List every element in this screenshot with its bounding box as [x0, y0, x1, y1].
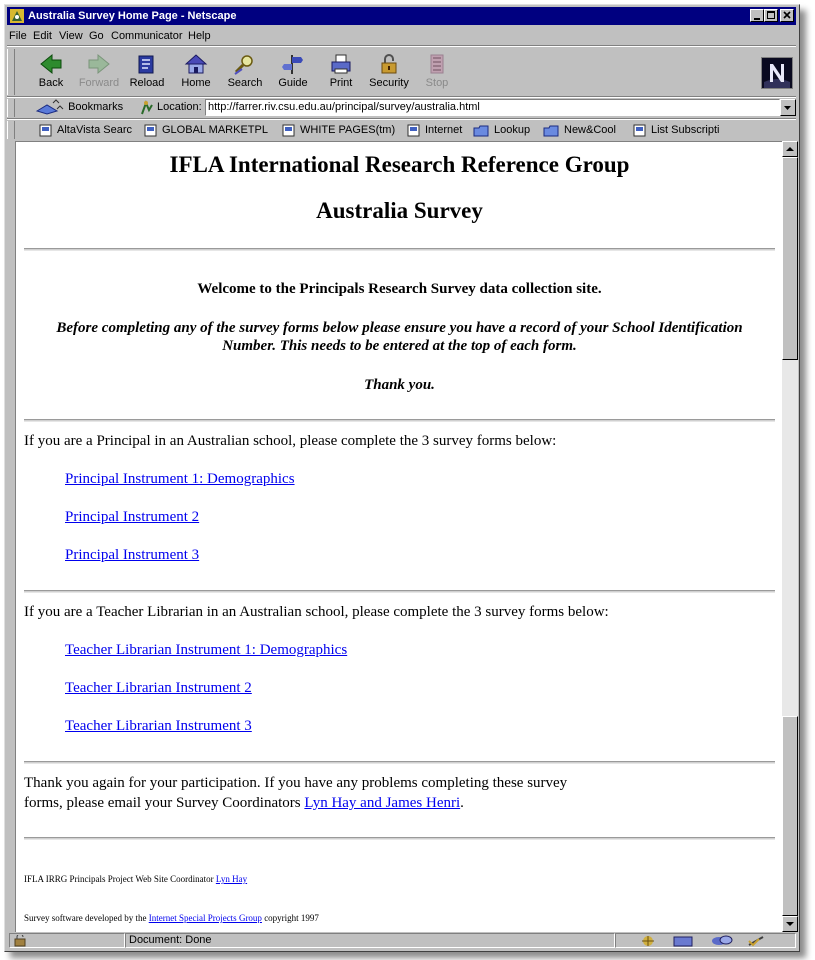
footer-coordinator: IFLA IRRG Principals Project Web Site Coordinator Lyn Hay: [24, 874, 248, 884]
security-lock-status-icon: [13, 935, 31, 947]
navigator-icon[interactable]: [638, 935, 658, 947]
notice-text-line2: Number. This needs to be entered at the top of each form.: [222, 338, 577, 354]
bookmark-list-subscriptions[interactable]: List Subscripti: [633, 122, 719, 138]
bookmark-white-pages[interactable]: WHITE PAGES(tm): [282, 122, 395, 138]
menu-help[interactable]: Help: [188, 30, 211, 42]
scroll-track-lower[interactable]: [782, 716, 798, 916]
home-button[interactable]: Home: [172, 49, 220, 95]
discussion-icon[interactable]: [710, 935, 734, 947]
teacher-instrument-1-link[interactable]: Teacher Librarian Instrument 1: Demographics: [65, 642, 348, 658]
netscape-n-logo-icon: [762, 58, 792, 88]
netscape-app-icon: [10, 9, 24, 23]
toolbar-grip[interactable]: [7, 49, 15, 95]
teacher-instrument-3-link[interactable]: Teacher Librarian Instrument 3: [65, 718, 252, 734]
bookmark-page-icon: [144, 124, 157, 137]
divider: [24, 837, 775, 840]
page-content: [15, 141, 782, 932]
principal-intro: If you are a Principal in an Australian school, please complete the 3 survey forms below:: [24, 433, 557, 449]
search-icon: [232, 52, 258, 76]
footer-credits: Survey software developed by the Internet Special Projects Group copyright 1997: [24, 913, 319, 923]
menu-communicator[interactable]: Communicator: [111, 30, 183, 42]
menu-view[interactable]: View: [59, 30, 83, 42]
page-subheading: Australia Survey: [316, 198, 483, 223]
security-button[interactable]: Security: [365, 49, 413, 95]
principal-instrument-2-link[interactable]: Principal Instrument 2: [65, 509, 200, 525]
personal-toolbar-grip[interactable]: [7, 121, 15, 139]
guide-button[interactable]: Guide: [269, 49, 317, 95]
security-status-panel[interactable]: [9, 933, 125, 948]
bookmark-global-marketplace[interactable]: GLOBAL MARKETPL: [144, 122, 268, 138]
internet-special-projects-link[interactable]: Internet Special Projects Group: [148, 913, 262, 923]
page-heading: IFLA International Research Reference Group: [169, 152, 630, 177]
title-bar[interactable]: [7, 7, 796, 25]
welcome-text: Welcome to the Principals Research Survey data collection site.: [197, 281, 602, 297]
toolbar-separator: [7, 96, 796, 98]
teacher-instrument-2-link[interactable]: Teacher Librarian Instrument 2: [65, 680, 252, 696]
url-input[interactable]: http://farrer.riv.csu.edu.au/principal/survey/australia.html: [205, 99, 780, 116]
location-label: Location:: [157, 101, 202, 113]
guide-icon: [280, 52, 306, 76]
site-coordinator-link[interactable]: Lyn Hay: [215, 874, 248, 884]
divider: [24, 590, 775, 593]
bookmarks-button[interactable]: Bookmarks: [35, 99, 123, 115]
mail-icon[interactable]: [672, 935, 696, 947]
stop-icon: [424, 52, 450, 76]
bookmark-newcool-folder[interactable]: New&Cool: [543, 122, 616, 138]
folder-icon: [543, 124, 559, 137]
status-text: Document: Done: [125, 933, 615, 948]
menu-separator: [7, 45, 796, 47]
window-title: Australia Survey Home Page - Netscape: [28, 10, 237, 22]
composer-icon[interactable]: [746, 935, 770, 947]
bookmark-page-icon: [39, 124, 52, 137]
printer-icon: [328, 52, 354, 76]
reload-button[interactable]: Reload: [123, 49, 171, 95]
forward-button[interactable]: Forward: [75, 49, 123, 95]
home-icon: [183, 52, 209, 76]
bookmark-page-icon: [282, 124, 295, 137]
closing-text-line2: forms, please email your Survey Coordinators Lyn Hay and James Henri.: [24, 795, 464, 811]
menu-bar: [7, 27, 796, 45]
scroll-thumb[interactable]: [782, 157, 798, 360]
location-separator: [7, 118, 796, 120]
maximize-button[interactable]: [764, 9, 778, 22]
menu-edit[interactable]: Edit: [33, 30, 52, 42]
principal-instrument-1-link[interactable]: Principal Instrument 1: Demographics: [65, 471, 295, 487]
bookmarks-icon: [35, 99, 65, 115]
coordinators-email-link[interactable]: Lyn Hay and James Henri: [304, 795, 461, 811]
principal-instrument-3-link[interactable]: Principal Instrument 3: [65, 547, 200, 563]
bookmark-internet[interactable]: Internet: [407, 122, 462, 138]
close-button[interactable]: [780, 9, 794, 22]
url-dropdown-button[interactable]: [780, 99, 796, 116]
search-button[interactable]: Search: [221, 49, 269, 95]
bookmark-lookup-folder[interactable]: Lookup: [473, 122, 530, 138]
menu-file[interactable]: File: [9, 30, 27, 42]
reload-icon: [134, 52, 160, 76]
back-arrow-icon: [38, 52, 64, 76]
closing-text-line1: Thank you again for your participation. If you have any problems completing these survey: [24, 775, 568, 791]
notice-text-line1: Before completing any of the survey forms below please ensure you have a record of your School Identification: [56, 320, 743, 336]
print-button[interactable]: Print: [317, 49, 365, 95]
status-bar: [7, 933, 796, 949]
scroll-up-button[interactable]: [782, 141, 798, 157]
bookmark-page-icon: [407, 124, 420, 137]
divider: [24, 248, 775, 251]
chevron-up-icon: [783, 142, 797, 156]
netscape-logo[interactable]: [761, 57, 793, 89]
close-icon: [781, 10, 793, 21]
chevron-down-icon: [783, 917, 797, 931]
divider: [24, 419, 775, 422]
location-toolbar: [17, 99, 793, 117]
teacher-intro: If you are a Teacher Librarian in an Australian school, please complete the 3 survey forms below:: [24, 604, 609, 620]
forward-arrow-icon: [86, 52, 112, 76]
personal-toolbar: [17, 121, 793, 139]
stop-button[interactable]: Stop: [413, 49, 461, 95]
lock-icon: [376, 52, 402, 76]
location-grip[interactable]: [7, 99, 15, 117]
folder-icon: [473, 124, 489, 137]
chevron-down-icon: [781, 100, 795, 115]
component-bar: [615, 933, 796, 948]
browser-window: [4, 4, 800, 952]
scroll-down-button[interactable]: [782, 916, 798, 932]
location-icon[interactable]: [139, 100, 155, 116]
bookmark-altavista[interactable]: AltaVista Searc: [39, 122, 132, 138]
back-button[interactable]: Back: [27, 49, 75, 95]
menu-go[interactable]: Go: [89, 30, 104, 42]
bookmark-page-icon: [633, 124, 646, 137]
navigation-toolbar: [17, 49, 787, 97]
divider: [24, 761, 775, 764]
vertical-scrollbar[interactable]: [782, 141, 798, 932]
thank-you-text: Thank you.: [364, 377, 435, 393]
minimize-button[interactable]: [750, 9, 764, 22]
